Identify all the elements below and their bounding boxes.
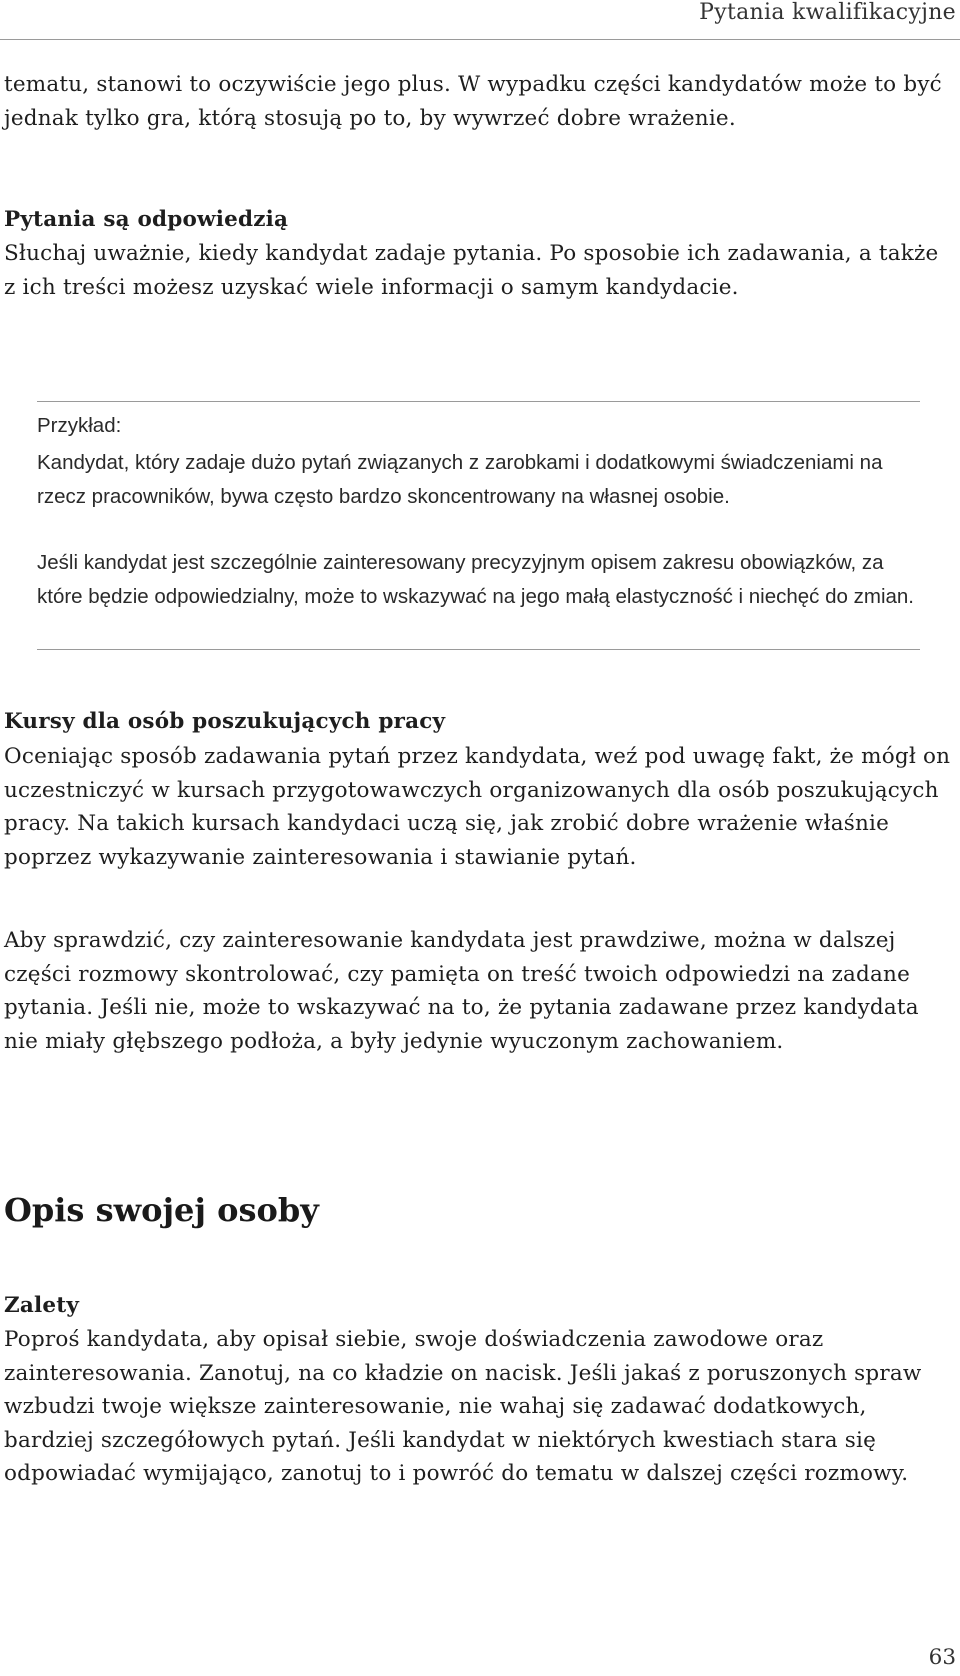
intro-paragraph: tematu, stanowi to oczywiście jego plus. W wypadku części kandydatów może to być jednak tylko gra, którą stosują po to, by wywrzeć dobre wrażenie. [4,72,942,131]
subheading-advantages: Zalety [4,1293,80,1318]
section-heading-courses: Kursy dla osób poszukujących pracy [4,709,446,734]
page-number: 63 [928,1645,956,1670]
chapter-title: Opis swojej osoby [4,1191,319,1229]
courses-paragraph-2: Aby sprawdzić, czy zainteresowanie kandydata jest prawdziwe, można w dalszej części rozmowy skontrolować, czy pamięta on treść twoich odpowiedzi na zadane pytania. Jeśli nie, może to wskazywać na to, że pytania zadawane przez kandydata nie miały głębszego podłoża, a były jedynie wyuczonym zachowaniem. [4,928,919,1054]
courses-paragraph-1: Oceniając sposób zadawania pytań przez kandydata, weź pod uwagę fakt, że mógł on uczestniczyć w kursach przygotowawczych organizowanych dla osób poszukujących pracy. Na takich kursach kandydaci uczą się, jak zrobić dobre wrażenie właśnie poprzez wykazywanie zainteresowania i stawianie pytań. [4,744,951,870]
example-label: Przykład: [37,414,122,437]
example-box-top-rule [37,401,920,402]
running-header: Pytania kwalifikacyjne [699,0,956,25]
example-box-bottom-rule [37,649,920,650]
example-paragraph-1: Kandydat, który zadaje dużo pytań związanych z zarobkami i dodatkowymi świadczeniami na rzecz pracowników, bywa często bardzo skoncentrowany na własnej osobie. [37,451,883,508]
example-paragraph-2: Jeśli kandydat jest szczególnie zainteresowany precyzyjnym opisem zakresu obowiązków, za które będzie odpowiedzialny, może to wskazywać na jego małą elastyczność i niechęć do zmian. [37,551,915,608]
questions-paragraph: Słuchaj uważnie, kiedy kandydat zadaje pytania. Po sposobie ich zadawania, a także z ich treści możesz uzyskać wiele informacji o samym kandydacie. [4,241,939,300]
advantages-paragraph: Poproś kandydata, aby opisał siebie, swoje doświadczenia zawodowe oraz zainteresowania. Zanotuj, na co kładzie on nacisk. Jeśli jakaś z poruszonych spraw wzbudzi twoje większe zainteresowanie, nie wahaj się zadawać dodatkowych, bardziej szczegółowych pytań. Jeśli kandydat w niektórych kwestiach stara się odpowiadać wymijająco, zanotuj to i powróć do tematu w dalszej części rozmowy. [4,1327,922,1487]
header-rule [0,39,960,40]
section-heading-questions: Pytania są odpowiedzią [4,207,289,232]
